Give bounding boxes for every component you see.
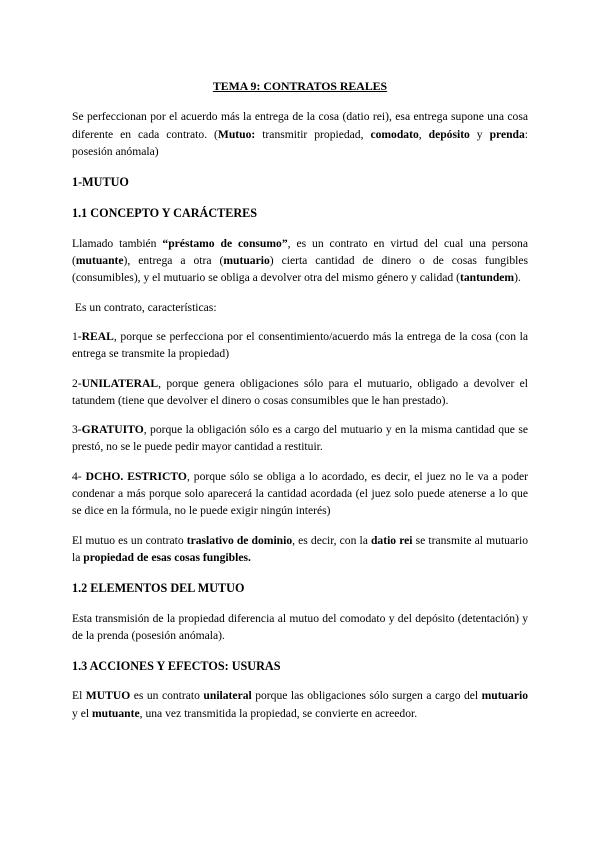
list-item: [72, 375, 528, 410]
list-item: [72, 421, 528, 456]
section-heading-mutuo: 1-MUTUO: [72, 175, 129, 190]
text: , una vez transmitida la propiedad, se convierte en acreedor.: [139, 706, 418, 720]
bold-text: REAL: [81, 329, 114, 343]
list-item: [72, 468, 528, 520]
text: El: [72, 689, 86, 703]
bold-text: comodato: [370, 127, 419, 141]
text: , porque la obligación sólo es a cargo del mutuario y en la misma cantidad que se prestó, no se le puede pedir mayor cantidad a restituir.: [72, 423, 528, 454]
list-item: [72, 328, 528, 363]
text: ) cierta cantidad de dinero o de cosas fungibles (consumibles), y el mutuario se obliga a devolver otra del mismo género y calidad (: [72, 254, 529, 285]
text: ,: [418, 127, 429, 141]
text: transmitir propiedad,: [255, 127, 371, 141]
item-number: 4-: [72, 469, 86, 483]
text: , porque sólo se obliga a lo acordado, es decir, el juez no le va a poder condenar a más porque solo aparecerá la cantidad acordada (el juez solo puede atenerse a lo que se dice en la fórmula, no le puede exigir ningún interés): [72, 469, 528, 518]
traslativo-paragraph: [72, 532, 528, 567]
bold-text: Mutuo:: [217, 127, 256, 141]
bold-text: DCHO. ESTRICTO: [85, 469, 187, 483]
bold-text: mutuario: [481, 689, 528, 703]
text: , es un contrato en virtud del cual una persona (: [72, 236, 528, 268]
elementos-paragraph: Esta transmisión de la propiedad diferencia al mutuo del comodato y del depósito (detentación) y de la prenda (posesión anómala).: [72, 611, 528, 642]
bold-text: unilateral: [203, 689, 252, 703]
text: es un contrato: [130, 689, 204, 703]
bold-text: GRATUITO: [81, 423, 144, 437]
text: porque las obligaciones sólo surgen a cargo del: [251, 689, 482, 703]
bold-text: “préstamo de consumo”: [162, 236, 288, 250]
intro-paragraph: [72, 108, 528, 160]
item-number: 3-: [72, 423, 82, 437]
bold-text: mutuario: [223, 254, 270, 268]
bold-text: prenda: [489, 127, 525, 141]
text: Llamado también: [72, 236, 163, 250]
bold-text: propiedad de esas cosas fungibles.: [83, 550, 251, 564]
concepto-paragraph: [72, 235, 528, 287]
bold-text: tantundem: [459, 271, 515, 285]
text: , porque se perfecciona por el consentimiento/acuerdo más la entrega de la cosa (con la entrega se transmite la propiedad): [72, 329, 528, 361]
bold-text: UNILATERAL: [81, 376, 159, 390]
bold-text: depósito: [428, 127, 470, 141]
acciones-paragraph: [72, 687, 528, 722]
text: El mutuo es un contrato: [72, 533, 187, 547]
section-heading-concepto: 1.1 CONCEPTO Y CARÁCTERES: [72, 206, 258, 221]
bold-text: MUTUO: [85, 689, 131, 703]
text: : posesión anómala): [72, 127, 529, 158]
text: ).: [514, 271, 521, 285]
bold-text: mutuante: [75, 254, 124, 268]
text: , porque genera obligaciones sólo para el mutuario, obligado a devolver el tatundem (tiene que devolver el dinero o cosas consumibles que le han prestado).: [72, 376, 528, 407]
bold-text: traslativo de dominio: [186, 533, 293, 547]
caracteristicas-intro: Es un contrato, características:: [72, 300, 217, 314]
bold-text: mutuante: [91, 706, 140, 720]
document-page: [72, 78, 528, 722]
text: y el: [72, 706, 92, 720]
text: se transmite al mutuario la: [72, 533, 528, 564]
section-heading-acciones: 1.3 ACCIONES Y EFECTOS: USURAS: [72, 659, 281, 674]
item-number: 2-: [72, 376, 82, 390]
text: ), entrega a otra (: [123, 254, 224, 268]
page-title: TEMA 9: CONTRATOS REALES: [212, 79, 388, 93]
item-number: 1-: [72, 329, 82, 343]
bold-text: datio rei: [370, 533, 413, 547]
text: , es decir, con la: [292, 533, 371, 547]
section-heading-elementos: 1.2 ELEMENTOS DEL MUTUO: [72, 581, 245, 596]
text: Se perfeccionan por el acuerdo más la entrega de la cosa (datio rei), esa entrega supone una cosa diferente en cada contrato. (: [72, 110, 528, 141]
text: y: [469, 127, 490, 141]
